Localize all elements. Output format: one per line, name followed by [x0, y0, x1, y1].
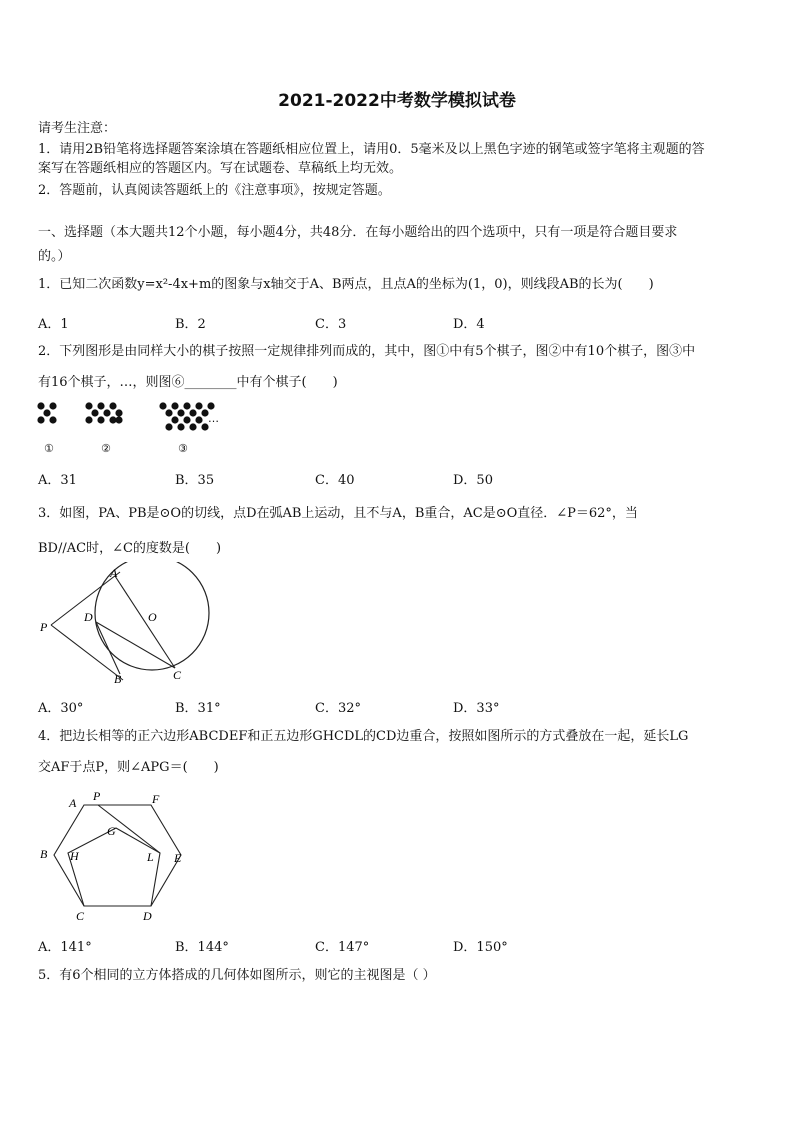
q3-option-b: B．31°	[175, 701, 221, 716]
q4-option-d: D．150°	[453, 940, 508, 955]
label-e: E	[174, 851, 182, 865]
q4-figure	[34, 788, 204, 928]
q2-option-d: D．50	[453, 473, 493, 488]
tangent-pb	[51, 625, 123, 680]
pattern-3	[159, 402, 214, 430]
chord-db	[96, 622, 120, 674]
pattern-1	[37, 402, 56, 423]
question-3-line-1: 3．如图，PA、PB是⊙O的切线，点D在弧AB上运动，且不与A，B重合，AC是⊙O直径．∠P＝62°，当	[38, 506, 638, 521]
label-a: A	[69, 796, 77, 810]
question-4-line-2: 交AF于点P，则∠APG＝( )	[38, 760, 219, 775]
label-l: L	[147, 850, 154, 864]
chord-dc	[96, 622, 175, 668]
q2-option-a: A．31	[38, 473, 77, 488]
question-2-line-2: 有16个棋子，…，则图⑥________中有个棋子( )	[38, 375, 338, 390]
question-5-text: 5．有6个相同的立方体搭成的几何体如图所示，则它的主视图是（ ）	[38, 968, 436, 983]
label-p: P	[93, 789, 101, 803]
q2-label-3: ③	[178, 442, 188, 455]
notice-line-1b: 案写在答题纸相应的答题区内。写在试题卷、草稿纸上均无效。	[38, 161, 403, 176]
q3-option-a: A．30°	[38, 701, 84, 716]
label-h: H	[70, 849, 79, 863]
section-heading-line-2: 的。）	[38, 249, 71, 264]
label-f: F	[152, 792, 160, 806]
q2-figure	[30, 398, 270, 458]
q1-option-b: B．2	[175, 317, 206, 332]
label-c: C	[173, 668, 182, 682]
label-a: A	[110, 566, 118, 580]
notice-line-1a: 1．请用2B铅笔将选择题答案涂填在答题纸相应位置上，请用0．5毫米及以上黑色字迹的钢笔或签字笔将主观题的答	[38, 142, 705, 157]
q1-option-d: D．4	[453, 317, 485, 332]
q4-option-c: C．147°	[315, 940, 370, 955]
notice-heading: 请考生注意：	[38, 121, 117, 136]
label-d: D	[84, 610, 93, 624]
label-d: D	[143, 909, 152, 923]
q2-label-2: ②	[101, 442, 111, 455]
q3-option-d: D．33°	[453, 701, 500, 716]
section-heading-line-1: 一、选择题（本大题共12个小题，每小题4分，共48分．在每小题给出的四个选项中，只有一项是符合题目要求	[38, 225, 678, 240]
question-3-line-2: BD//AC时，∠C的度数是( )	[38, 541, 222, 556]
label-c: C	[76, 909, 85, 923]
q3-figure	[36, 562, 236, 690]
page-title: 2021-2022中考数学模拟试卷	[278, 91, 516, 111]
notice-line-2: 2．答题前，认真阅读答题纸上的《注意事项》，按规定答题。	[38, 183, 391, 198]
q3-option-c: C．32°	[315, 701, 361, 716]
q2-ellipsis: …	[208, 412, 219, 425]
q2-option-b: B．35	[175, 473, 215, 488]
q2-option-c: C．40	[315, 473, 355, 488]
label-g: G	[107, 824, 116, 838]
q4-option-a: A．141°	[38, 940, 92, 955]
pentagon-ghcdl	[68, 828, 160, 906]
pattern-2	[85, 402, 122, 423]
label-o: O	[148, 610, 157, 624]
label-b: B	[114, 672, 122, 686]
label-p: P	[40, 620, 48, 634]
q2-label-1: ①	[44, 442, 54, 455]
q1-option-a: A．1	[38, 317, 69, 332]
q1-option-c: C．3	[315, 317, 347, 332]
q4-option-b: B．144°	[175, 940, 229, 955]
question-2-line-1: 2．下列图形是由同样大小的棋子按照一定规律排列而成的，其中，图①中有5个棋子，图②中有10个棋子，图③中	[38, 344, 696, 359]
diameter-ac	[115, 576, 175, 668]
question-4-line-1: 4．把边长相等的正六边形ABCDEF和正五边形GHCDL的CD边重合，按照如图所示的方式叠放在一起，延长LG	[38, 729, 689, 744]
label-b: B	[40, 847, 48, 861]
question-1-text: 1．已知二次函数y=x²-4x+m的图象与x轴交于A、B两点，且点A的坐标为(1，0)，则线段AB的长为( )	[38, 277, 654, 292]
